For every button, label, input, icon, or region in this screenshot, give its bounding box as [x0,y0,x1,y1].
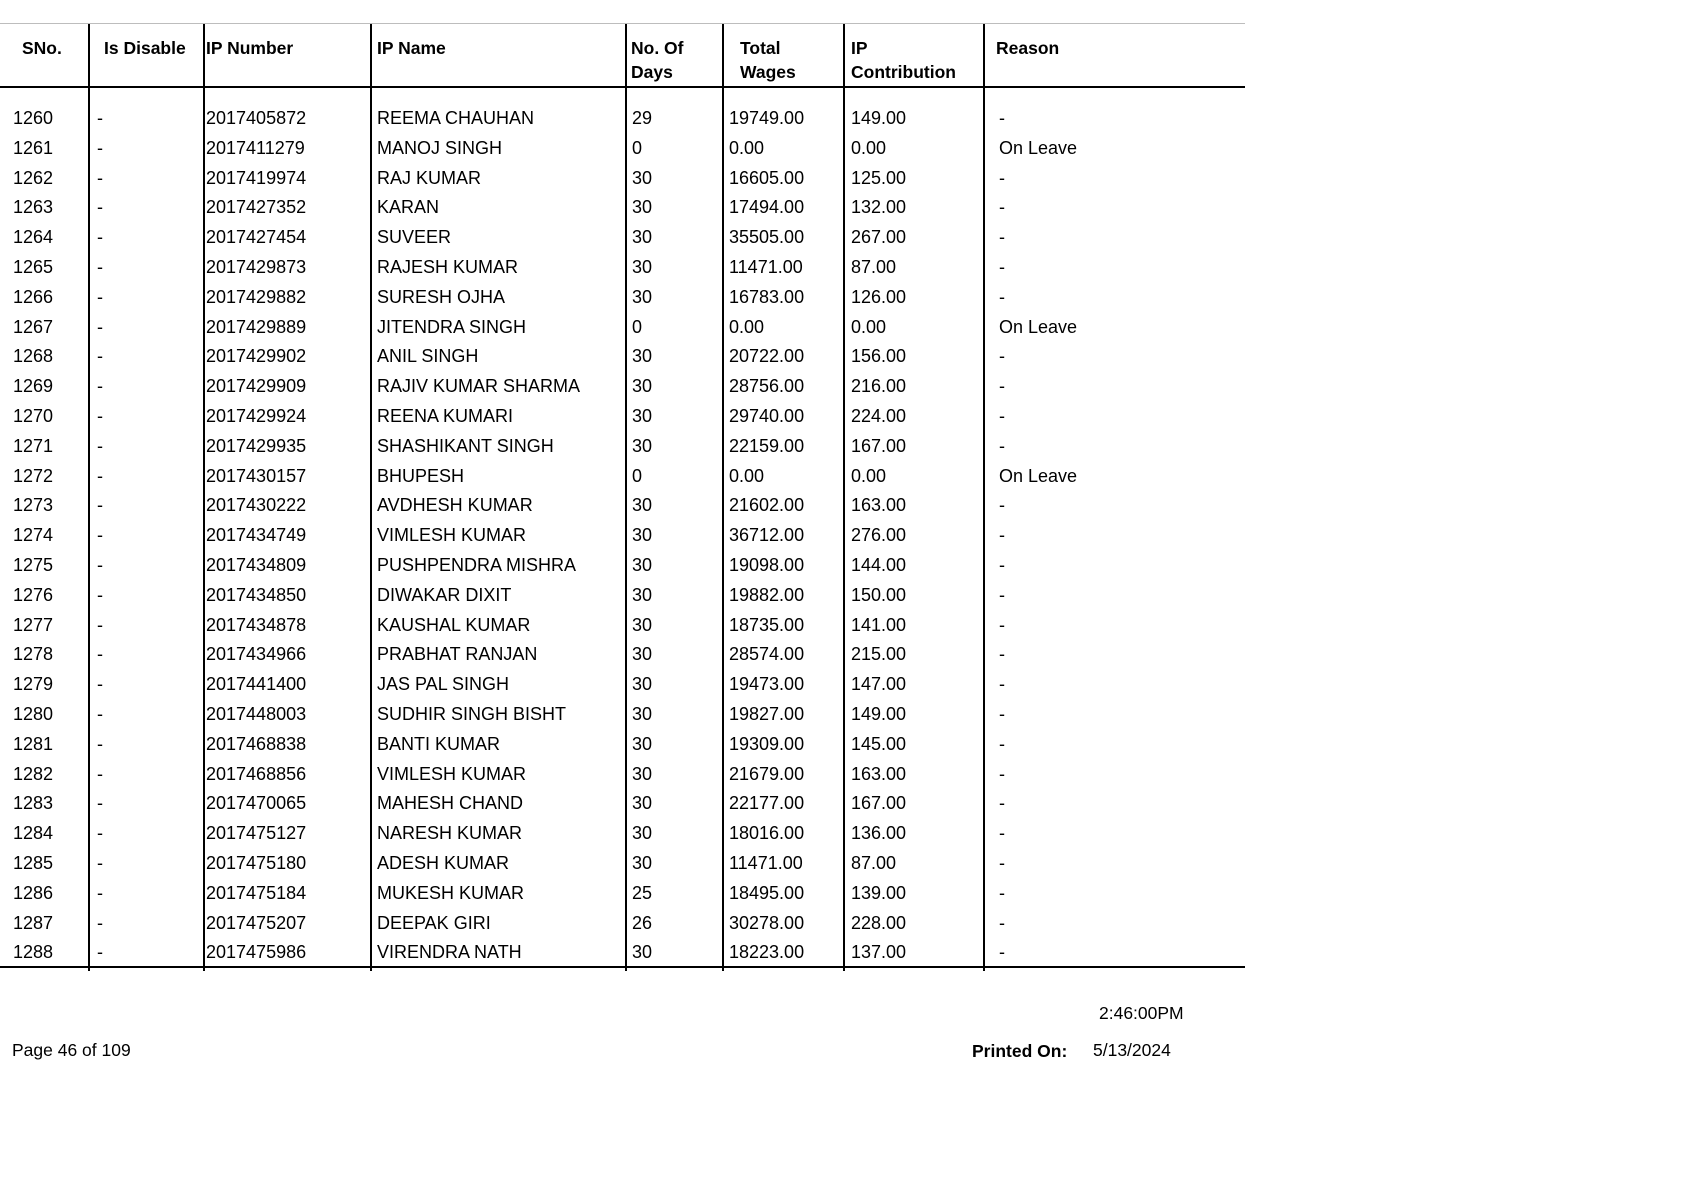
cell-ip-contribution: 136.00 [851,823,907,844]
cell-ip-number: 2017475207 [206,912,307,933]
cell-ip-number: 2017429935 [206,435,307,456]
cell-no-of-days: 30 [632,525,653,546]
cell-ip-number: 2017475127 [206,823,307,844]
cell-no-of-days: 26 [632,912,653,933]
cell-total-wages: 29740.00 [729,405,805,426]
cell-no-of-days: 30 [632,256,653,277]
cell-is-disable: - [97,495,103,516]
cell-reason: - [999,852,1005,873]
cell-reason: - [999,882,1005,903]
cell-reason: - [999,286,1005,307]
cell-ip-contribution: 87.00 [851,256,897,277]
cell-sno: 1272 [13,465,54,486]
cell-ip-name: ADESH KUMAR [377,852,510,873]
cell-is-disable: - [97,525,103,546]
cell-ip-name: VIRENDRA NATH [377,942,522,963]
cell-ip-number: 2017470065 [206,793,307,814]
cell-total-wages: 18223.00 [729,942,805,963]
cell-reason: - [999,554,1005,575]
cell-ip-number: 2017434749 [206,525,307,546]
cell-ip-contribution: 228.00 [851,912,907,933]
header-total-wages-line: Wages [740,62,796,82]
printed-on-label: Printed On: [972,1041,1068,1061]
cell-ip-number: 2017405872 [206,108,307,128]
cell-ip-name: PUSHPENDRA MISHRA [377,554,577,575]
cell-is-disable: - [97,882,103,903]
cell-ip-contribution: 126.00 [851,286,907,307]
cell-ip-name: DEEPAK GIRI [377,912,491,933]
cell-sno: 1275 [13,554,54,575]
cell-sno: 1283 [13,793,54,814]
cell-reason: - [999,435,1005,456]
table-row [0,104,1245,134]
cell-ip-contribution: 0.00 [851,316,887,337]
cell-ip-contribution: 132.00 [851,197,907,218]
cell-sno: 1282 [13,763,54,784]
table-row [0,491,1245,521]
cell-reason: - [999,674,1005,695]
cell-total-wages: 19309.00 [729,733,805,754]
cell-no-of-days: 30 [632,346,653,367]
cell-ip-contribution: 224.00 [851,405,907,426]
cell-ip-number: 2017434850 [206,584,307,605]
cell-total-wages: 18495.00 [729,882,805,903]
cell-ip-name: SUDHIR SINGH BISHT [377,703,567,724]
cell-ip-name: SURESH OJHA [377,286,506,307]
cell-ip-name: MANOJ SINGH [377,137,503,158]
cell-ip-number: 2017448003 [206,703,307,724]
table-row [0,313,1245,343]
print-time: 2:46:00PM [1099,1003,1184,1023]
cell-ip-contribution: 87.00 [851,852,897,873]
cell-total-wages: 19882.00 [729,584,805,605]
cell-ip-contribution: 125.00 [851,167,907,188]
cell-sno: 1274 [13,525,54,546]
cell-total-wages: 0.00 [729,316,765,337]
cell-ip-contribution: 216.00 [851,376,907,397]
cell-total-wages: 19749.00 [729,108,805,128]
cell-ip-contribution: 149.00 [851,703,907,724]
table-row [0,789,1245,819]
cell-sno: 1271 [13,435,54,456]
header-total-wages-line: Total [740,38,781,58]
cell-reason: - [999,405,1005,426]
cell-ip-name: REENA KUMARI [377,405,514,426]
table-row [0,730,1245,760]
cell-total-wages: 28756.00 [729,376,805,397]
table-row [0,909,1245,939]
cell-total-wages: 11471.00 [729,256,803,277]
table-row [0,760,1245,790]
cell-is-disable: - [97,405,103,426]
table-row [0,879,1245,909]
cell-no-of-days: 30 [632,614,653,635]
printed-on-date: 5/13/2024 [1093,1040,1171,1060]
cell-is-disable: - [97,376,103,397]
table-row [0,819,1245,849]
cell-total-wages: 16605.00 [729,167,805,188]
cell-ip-number: 2017468838 [206,733,307,754]
cell-ip-contribution: 276.00 [851,525,907,546]
cell-is-disable: - [97,108,103,128]
cell-ip-name: SUVEER [377,227,452,248]
cell-is-disable: - [97,137,103,158]
table-row [0,372,1245,402]
cell-reason: - [999,197,1005,218]
cell-total-wages: 0.00 [729,137,765,158]
cell-ip-name: PRABHAT RANJAN [377,644,538,665]
cell-total-wages: 28574.00 [729,644,805,665]
table-row [0,164,1245,194]
cell-is-disable: - [97,763,103,784]
cell-no-of-days: 30 [632,733,653,754]
cell-ip-number: 2017429902 [206,346,307,367]
cell-reason: - [999,108,1005,128]
cell-is-disable: - [97,256,103,277]
cell-no-of-days: 0 [632,465,643,486]
cell-total-wages: 19098.00 [729,554,805,575]
cell-ip-contribution: 145.00 [851,733,907,754]
cell-total-wages: 0.00 [729,465,765,486]
header-ip-number: IP Number [206,38,294,58]
table-row [0,938,1245,968]
header-ip-contribution-line: IP [851,38,868,58]
cell-reason: - [999,584,1005,605]
cell-is-disable: - [97,584,103,605]
cell-is-disable: - [97,435,103,456]
cell-no-of-days: 30 [632,197,653,218]
header-is-disable: Is Disable [104,38,186,58]
cell-no-of-days: 30 [632,703,653,724]
cell-ip-number: 2017475184 [206,882,307,903]
cell-ip-name: RAJ KUMAR [377,167,482,188]
cell-sno: 1287 [13,912,54,933]
cell-ip-number: 2017430157 [206,465,307,486]
header-reason: Reason [996,38,1060,58]
table-row [0,670,1245,700]
cell-ip-contribution: 0.00 [851,137,887,158]
cell-is-disable: - [97,316,103,337]
table-row [0,700,1245,730]
table-row [0,193,1245,223]
cell-ip-name: JAS PAL SINGH [377,674,510,695]
cell-ip-contribution: 0.00 [851,465,887,486]
cell-reason: - [999,167,1005,188]
cell-is-disable: - [97,286,103,307]
cell-ip-name: MUKESH KUMAR [377,882,525,903]
cell-total-wages: 22177.00 [729,793,805,814]
cell-sno: 1260 [13,108,54,128]
cell-is-disable: - [97,346,103,367]
cell-is-disable: - [97,733,103,754]
table-row [0,283,1245,313]
cell-ip-contribution: 163.00 [851,495,907,516]
top-rule [0,23,1245,24]
cell-ip-number: 2017429889 [206,316,307,337]
cell-no-of-days: 30 [632,644,653,665]
header-no-of-days-line: No. Of [631,38,684,58]
cell-ip-number: 2017429924 [206,405,307,426]
cell-reason: - [999,823,1005,844]
cell-ip-number: 2017427352 [206,197,307,218]
cell-total-wages: 20722.00 [729,346,805,367]
cell-no-of-days: 30 [632,376,653,397]
cell-ip-name: DIWAKAR DIXIT [377,584,512,605]
table-row [0,551,1245,581]
table-row [0,432,1245,462]
cell-no-of-days: 30 [632,554,653,575]
cell-total-wages: 21679.00 [729,763,805,784]
cell-ip-number: 2017429909 [206,376,307,397]
cell-reason: - [999,763,1005,784]
cell-sno: 1262 [13,167,54,188]
cell-reason: - [999,376,1005,397]
cell-total-wages: 18016.00 [729,823,805,844]
cell-ip-number: 2017434878 [206,614,307,635]
cell-reason: - [999,793,1005,814]
cell-total-wages: 36712.00 [729,525,805,546]
cell-sno: 1285 [13,852,54,873]
cell-ip-name: MAHESH CHAND [377,793,524,814]
cell-no-of-days: 30 [632,823,653,844]
cell-ip-name: VIMLESH KUMAR [377,525,527,546]
cell-ip-contribution: 167.00 [851,793,907,814]
cell-is-disable: - [97,942,103,963]
table-row [0,223,1245,253]
table-row [0,581,1245,611]
cell-is-disable: - [97,793,103,814]
cell-reason: - [999,703,1005,724]
cell-is-disable: - [97,614,103,635]
cell-total-wages: 19473.00 [729,674,805,695]
cell-ip-number: 2017427454 [206,227,307,248]
cell-no-of-days: 30 [632,495,653,516]
cell-total-wages: 16783.00 [729,286,805,307]
cell-total-wages: 17494.00 [729,197,805,218]
cell-reason: - [999,614,1005,635]
cell-reason: On Leave [999,137,1078,158]
cell-ip-number: 2017475986 [206,942,307,963]
cell-sno: 1279 [13,674,54,695]
cell-ip-contribution: 144.00 [851,554,907,575]
cell-ip-name: RAJIV KUMAR SHARMA [377,376,581,397]
cell-ip-contribution: 139.00 [851,882,907,903]
header-no-of-days [631,36,684,84]
cell-no-of-days: 25 [632,882,653,903]
cell-ip-contribution: 267.00 [851,227,907,248]
header-no-of-days-line: Days [631,62,673,82]
table-body [0,104,1245,968]
cell-total-wages: 30278.00 [729,912,805,933]
cell-sno: 1270 [13,405,54,426]
header-sno: SNo. [22,38,62,58]
cell-ip-name: BANTI KUMAR [377,733,501,754]
cell-no-of-days: 0 [632,137,643,158]
cell-no-of-days: 30 [632,852,653,873]
cell-sno: 1264 [13,227,54,248]
table-row [0,342,1245,372]
cell-is-disable: - [97,823,103,844]
header-ip-contribution-line: Contribution [851,62,956,82]
cell-sno: 1277 [13,614,54,635]
cell-ip-contribution: 215.00 [851,644,907,665]
cell-sno: 1261 [13,137,54,158]
cell-is-disable: - [97,703,103,724]
cell-reason: - [999,495,1005,516]
cell-reason: - [999,346,1005,367]
cell-sno: 1288 [13,942,54,963]
cell-sno: 1284 [13,823,54,844]
cell-sno: 1280 [13,703,54,724]
cell-ip-contribution: 147.00 [851,674,907,695]
cell-ip-number: 2017429882 [206,286,307,307]
cell-ip-name: RAJESH KUMAR [377,256,519,277]
cell-no-of-days: 30 [632,584,653,605]
table-row [0,849,1245,879]
cell-no-of-days: 30 [632,286,653,307]
cell-ip-contribution: 149.00 [851,108,907,128]
cell-sno: 1268 [13,346,54,367]
cell-reason: - [999,942,1005,963]
cell-sno: 1273 [13,495,54,516]
cell-ip-contribution: 167.00 [851,435,907,456]
cell-is-disable: - [97,674,103,695]
cell-ip-contribution: 141.00 [851,614,907,635]
cell-no-of-days: 30 [632,793,653,814]
cell-total-wages: 35505.00 [729,227,805,248]
cell-reason: - [999,227,1005,248]
cell-ip-name: SHASHIKANT SINGH [377,435,554,456]
cell-ip-number: 2017429873 [206,256,307,277]
cell-no-of-days: 29 [632,108,653,128]
cell-ip-number: 2017430222 [206,495,307,516]
cell-ip-name: KAUSHAL KUMAR [377,614,531,635]
table-row [0,611,1245,641]
cell-sno: 1267 [13,316,54,337]
cell-is-disable: - [97,852,103,873]
cell-is-disable: - [97,167,103,188]
cell-ip-number: 2017441400 [206,674,307,695]
cell-no-of-days: 0 [632,316,643,337]
cell-ip-number: 2017434809 [206,554,307,575]
cell-reason: - [999,733,1005,754]
cell-ip-contribution: 137.00 [851,942,907,963]
cell-reason: - [999,525,1005,546]
cell-ip-name: VIMLESH KUMAR [377,763,527,784]
cell-no-of-days: 30 [632,167,653,188]
cell-no-of-days: 30 [632,227,653,248]
cell-no-of-days: 30 [632,763,653,784]
cell-no-of-days: 30 [632,405,653,426]
cell-sno: 1281 [13,733,54,754]
cell-total-wages: 21602.00 [729,495,805,516]
cell-sno: 1286 [13,882,54,903]
table-row [0,640,1245,670]
cell-ip-number: 2017475180 [206,852,307,873]
header-bottom-rule [0,86,1245,88]
table-row [0,521,1245,551]
cell-total-wages: 22159.00 [729,435,805,456]
cell-ip-number: 2017419974 [206,167,307,188]
cell-is-disable: - [97,197,103,218]
cell-ip-name: REEMA CHAUHAN [377,108,535,128]
cell-no-of-days: 30 [632,674,653,695]
cell-reason: On Leave [999,465,1078,486]
cell-sno: 1278 [13,644,54,665]
cell-is-disable: - [97,465,103,486]
cell-is-disable: - [97,912,103,933]
cell-no-of-days: 30 [632,435,653,456]
cell-sno: 1266 [13,286,54,307]
cell-ip-name: NARESH KUMAR [377,823,523,844]
cell-no-of-days: 30 [632,942,653,963]
cell-ip-name: KARAN [377,197,440,218]
cell-ip-contribution: 156.00 [851,346,907,367]
cell-ip-name: BHUPESH [377,465,465,486]
cell-reason: - [999,256,1005,277]
cell-is-disable: - [97,644,103,665]
cell-ip-contribution: 163.00 [851,763,907,784]
cell-sno: 1269 [13,376,54,397]
cell-reason: - [999,912,1005,933]
cell-ip-name: AVDHESH KUMAR [377,495,533,516]
cell-ip-contribution: 150.00 [851,584,907,605]
cell-reason: On Leave [999,316,1078,337]
table-row [0,134,1245,164]
cell-ip-number: 2017434966 [206,644,307,665]
cell-total-wages: 11471.00 [729,852,803,873]
cell-ip-number: 2017411279 [206,137,305,158]
cell-ip-name: JITENDRA SINGH [377,316,527,337]
page-number: Page 46 of 109 [12,1040,131,1060]
cell-total-wages: 19827.00 [729,703,805,724]
cell-is-disable: - [97,227,103,248]
cell-sno: 1263 [13,197,54,218]
header-total-wages [740,36,796,84]
cell-reason: - [999,644,1005,665]
header-ip-name: IP Name [377,38,446,58]
table-row [0,462,1245,492]
table-row [0,402,1245,432]
cell-sno: 1276 [13,584,54,605]
header-ip-contribution [851,36,956,84]
cell-sno: 1265 [13,256,54,277]
cell-is-disable: - [97,554,103,575]
cell-ip-number: 2017468856 [206,763,307,784]
cell-total-wages: 18735.00 [729,614,805,635]
cell-ip-name: ANIL SINGH [377,346,479,367]
table-row [0,253,1245,283]
